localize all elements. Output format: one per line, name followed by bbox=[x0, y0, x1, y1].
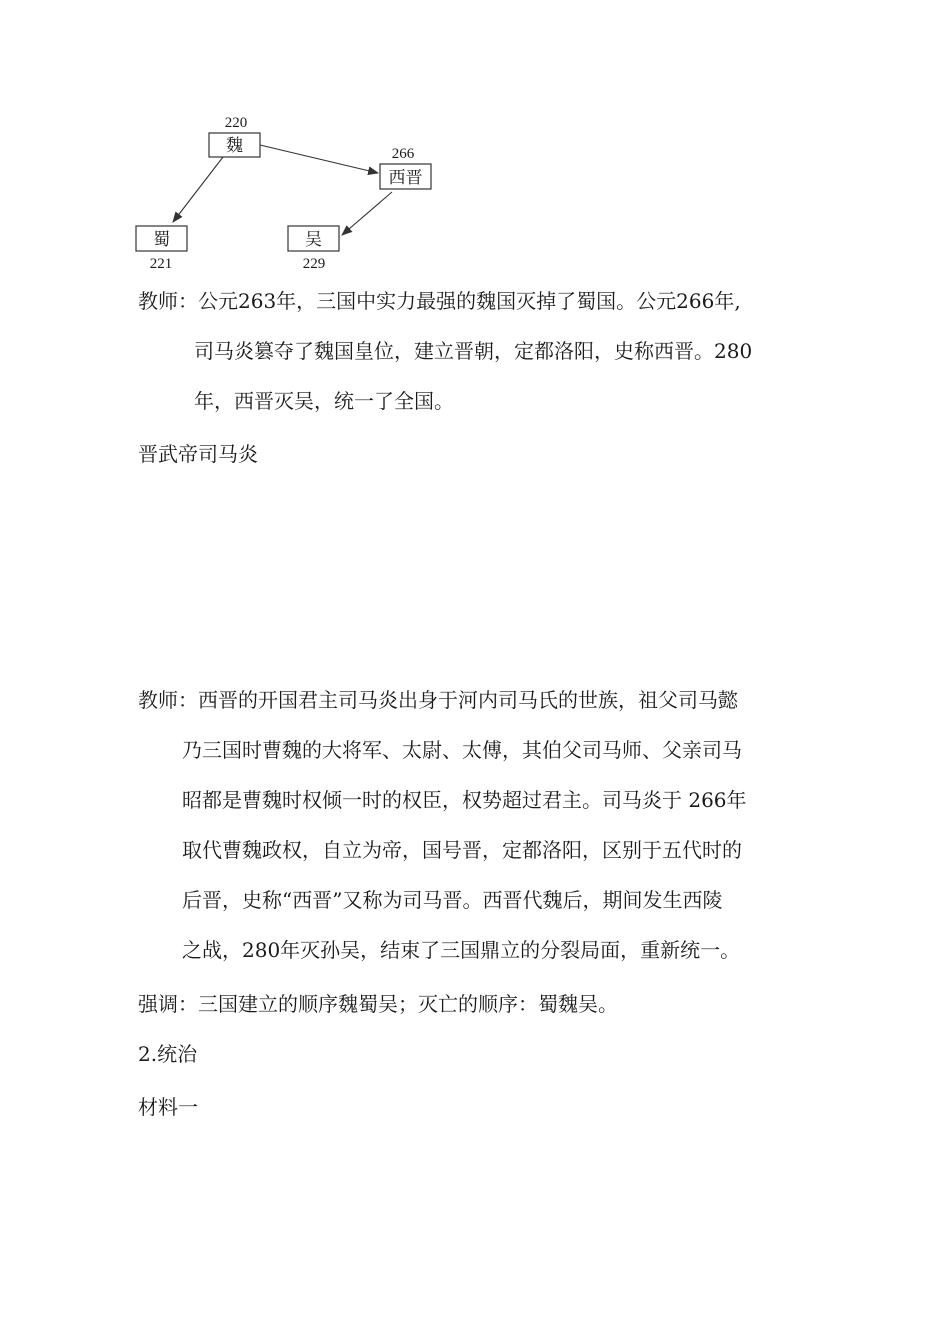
section-heading: 2.统治 bbox=[138, 1042, 198, 1066]
paragraph-2-line: 取代曹魏政权，自立为帝，国号晋，定都洛阳，区别于五代时的 bbox=[182, 838, 742, 862]
paragraph-2-line: 昭都是曹魏时权倾一时的权臣，权势超过君主。司马炎于 266年 bbox=[182, 788, 747, 812]
material-label: 材料一 bbox=[138, 1095, 198, 1119]
paragraph-2-line: 之战，280年灭孙吴，结束了三国鼎立的分裂局面，重新统一。 bbox=[182, 938, 741, 962]
paragraph-1-line: 年，西晋灭吴，统一了全国。 bbox=[194, 389, 454, 413]
paragraph-2-line: 后晋，史称“西晋”又称为司马晋。西晋代魏后，期间发生西陵 bbox=[182, 888, 723, 912]
paragraph-2-line: 教师：西晋的开国君主司马炎出身于河内司马氏的世族，祖父司马懿 bbox=[138, 688, 738, 712]
node-xijin-label: 西晋 bbox=[388, 168, 423, 188]
node-wei-label: 魏 bbox=[226, 136, 243, 156]
paragraph-1-line: 司马炎篡夺了魏国皇位，建立晋朝，定都洛阳，史称西晋。280 bbox=[194, 339, 753, 363]
node-shu-label: 蜀 bbox=[153, 230, 170, 250]
node-wei-year: 220 bbox=[224, 115, 248, 131]
emphasis-note: 强调：三国建立的顺序魏蜀吴；灭亡的顺序：蜀魏吴。 bbox=[138, 992, 618, 1016]
edge-xijin-wu bbox=[342, 192, 392, 235]
paragraph-2-line: 乃三国时曹魏的大将军、太尉、太傅，其伯父司马师、父亲司马 bbox=[182, 738, 742, 762]
paragraph-1-line: 教师：公元263年，三国中实力最强的魏国灭掉了蜀国。公元266年, bbox=[138, 289, 741, 313]
image-caption: 晋武帝司马炎 bbox=[138, 442, 258, 466]
node-xijin-year: 266 bbox=[391, 146, 415, 162]
edge-wei-shu bbox=[173, 157, 223, 222]
dynasty-diagram bbox=[120, 100, 460, 280]
edge-wei-xijin bbox=[260, 145, 378, 173]
node-shu-year: 221 bbox=[149, 256, 173, 272]
teacher-paragraph-2 bbox=[138, 675, 818, 975]
node-wu-year: 229 bbox=[302, 256, 326, 272]
node-wu-label: 吴 bbox=[305, 230, 322, 250]
teacher-paragraph-1 bbox=[138, 276, 818, 426]
